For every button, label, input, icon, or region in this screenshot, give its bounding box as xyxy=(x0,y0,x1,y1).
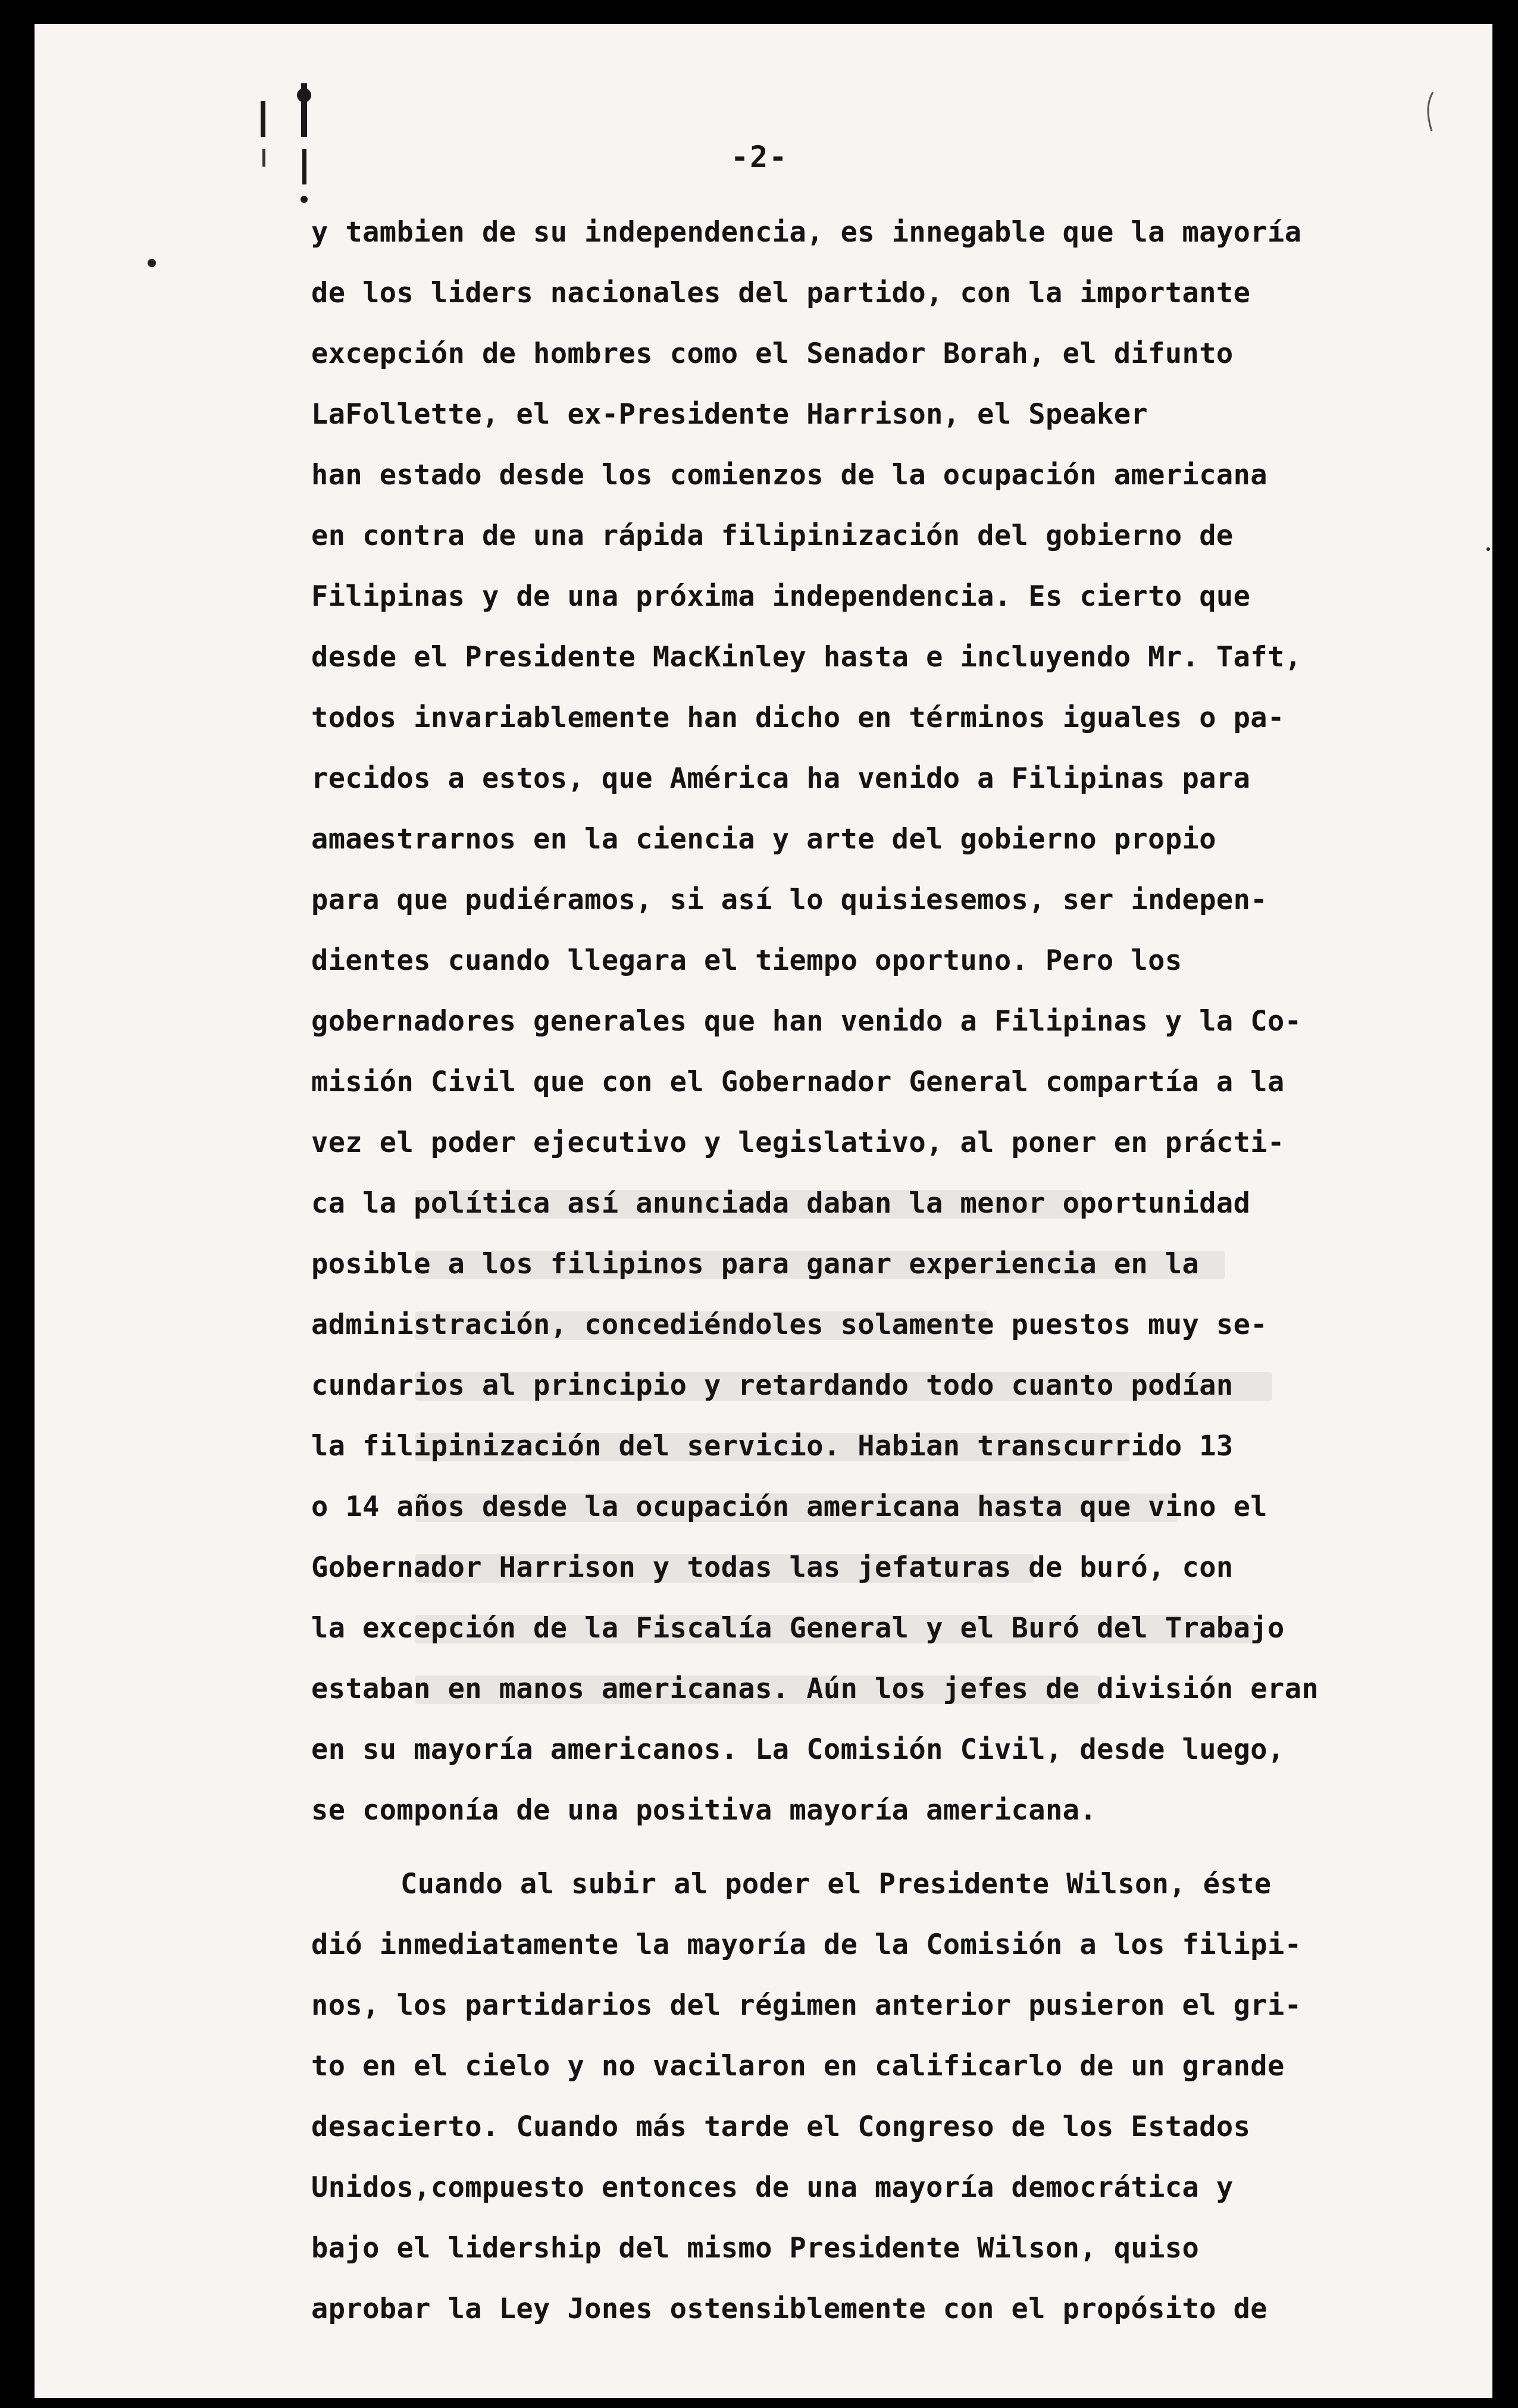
text-line: la filipinización del servicio. Habian transcurrido 13 xyxy=(311,1430,1234,1463)
text-line: administración, concediéndoles solamente puestos muy se- xyxy=(311,1308,1267,1341)
text-line: amaestrarnos en la ciencia y arte del gobierno propio xyxy=(311,823,1216,856)
text-line: dió inmediatamente la mayoría de la Comisión a los filipi- xyxy=(311,1928,1302,1961)
text-line: posible a los filipinos para ganar experiencia en la xyxy=(311,1248,1200,1280)
text-line: cundarios al principio y retardando todo cuanto podían xyxy=(311,1369,1234,1402)
text-line: Gobernador Harrison y todas las jefaturas de buró, con xyxy=(311,1551,1234,1584)
binding-dot-1 xyxy=(297,88,311,102)
text-line: de los liders nacionales del partido, con la importante xyxy=(311,277,1251,309)
text-line: dientes cuando llegara el tiempo oportuno. Pero los xyxy=(311,944,1182,977)
body-text xyxy=(311,202,1478,2340)
paragraph-start-line: Cuando al subir al poder el Presidente Wilson, éste xyxy=(400,1868,1272,1900)
text-line: en contra de una rápida filipinización del gobierno de xyxy=(311,519,1234,552)
paper-speck xyxy=(1486,547,1490,551)
binding-mark-left xyxy=(261,101,265,137)
text-line: nos, los partidarios del régimen anterior pusieron el gri- xyxy=(311,1989,1302,2022)
binding-mark-lower xyxy=(302,149,306,184)
text-line: en su mayoría americanos. La Comisión Civil, desde luego, xyxy=(311,1733,1285,1766)
text-line: aprobar la Ley Jones ostensiblemente con el propósito de xyxy=(311,2293,1267,2325)
text-line: todos invariablemente han dicho en términos iguales o pa- xyxy=(311,702,1285,734)
text-line: desde el Presidente MacKinley hasta e incluyendo Mr. Taft, xyxy=(311,641,1302,674)
text-line: LaFollette, el ex-Presidente Harrison, el Speaker xyxy=(311,398,1148,431)
text-line: Filipinas y de una próxima independencia. Es cierto que xyxy=(311,580,1251,613)
text-line: ca la política así anunciada daban la menor oportunidad xyxy=(311,1187,1251,1220)
text-line: recidos a estos, que América ha venido a Filipinas para xyxy=(311,762,1251,795)
text-line: y tambien de su independencia, es innegable que la mayoría xyxy=(311,216,1302,249)
text-line: desacierto. Cuando más tarde el Congreso de los Estados xyxy=(311,2110,1251,2143)
text-line: han estado desde los comienzos de la ocupación americana xyxy=(311,459,1267,491)
text-line: excepción de hombres como el Senador Borah, el difunto xyxy=(311,337,1234,370)
text-line: estaban en manos americanas. Aún los jefes de división eran xyxy=(311,1673,1319,1705)
text-line: misión Civil que con el Gobernador General compartía a la xyxy=(311,1066,1285,1098)
text-line: la excepción de la Fiscalía General y el Buró del Trabajo xyxy=(311,1612,1285,1645)
text-line: vez el poder ejecutivo y legislativo, al poner en prácti- xyxy=(311,1126,1285,1159)
paper-speck xyxy=(148,259,156,267)
text-line: bajo el lidership del mismo Presidente Wilson, quiso xyxy=(311,2232,1200,2265)
text-line: o 14 años desde la ocupación americana hasta que vino el xyxy=(311,1490,1267,1523)
text-line: gobernadores generales que han venido a Filipinas y la Co- xyxy=(311,1005,1302,1038)
binding-mark-small xyxy=(262,149,265,167)
page-number: -2- xyxy=(731,140,788,174)
binding-dot-2 xyxy=(301,196,308,203)
text-line: se componía de una positiva mayoría americana. xyxy=(311,1794,1097,1827)
text-line: to en el cielo y no vacilaron en calificarlo de un grande xyxy=(311,2050,1285,2083)
binding-marks xyxy=(225,60,332,220)
text-line: para que pudiéramos, si así lo quisiesemos, ser indepen- xyxy=(311,884,1267,916)
text-line: Unidos,compuesto entonces de una mayoría democrática y xyxy=(311,2171,1234,2204)
document-page xyxy=(35,24,1492,2398)
corner-mark xyxy=(1421,89,1439,137)
